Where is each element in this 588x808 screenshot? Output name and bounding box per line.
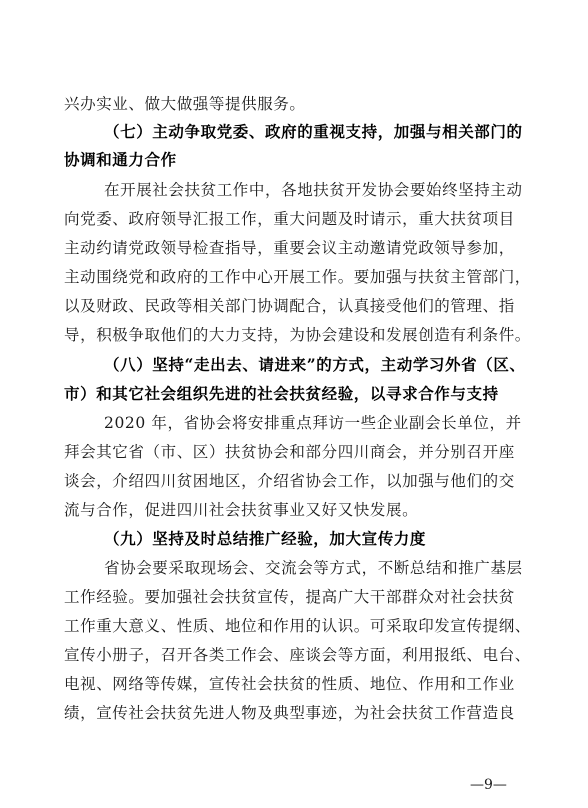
paragraph-line: 在开展社会扶贫工作中，各地扶贫开发协会要始终坚持主动	[104, 181, 523, 199]
section-heading: 市）和其它社会组织先进的社会扶贫经验，以寻求合作与支持	[64, 384, 499, 403]
paragraph-line: 拜会其它省（市、区）扶贫协会和部分四川商会，并分别召开座	[64, 443, 515, 461]
paragraph-line: 流与合作，促进四川社会扶贫事业又好又快发展。	[64, 501, 419, 519]
paragraph-line: 2020 年，省协会将安排重点拜访一些企业副会长单位，并	[104, 414, 522, 432]
paragraph-line: 以及财政、民政等相关部门协调配合，认真接受他们的管理、指	[64, 297, 515, 315]
paragraph-line: 省协会要采取现场会、交流会等方式，不断总结和推广基层	[104, 559, 523, 577]
section-heading: 协调和通力合作	[64, 150, 177, 169]
paragraph-line: 宣传小册子，召开各类工作会、座谈会等方面，利用报纸、电台、	[64, 646, 531, 664]
paragraph-line: 导，积极争取他们的大力支持，为协会建设和发展创造有利条件。	[64, 326, 531, 344]
section-heading: （八）坚持“走出去、请进来”的方式，主动学习外省（区、	[104, 355, 526, 374]
section-heading: （九）坚持及时总结推广经验，加大宣传力度	[104, 529, 427, 548]
paragraph-line: 主动约请党政领导检查指导，重要会议主动邀请党政领导参加，	[64, 239, 515, 257]
paragraph-line: 谈会，介绍四川贫困地区，介绍省协会工作，以加强与他们的交	[64, 472, 515, 490]
page-number: —9—	[470, 777, 507, 793]
section-heading: （七）主动争取党委、政府的重视支持，加强与相关部门的	[104, 122, 523, 141]
paragraph-line: 绩，宣传社会扶贫先进人物及典型事迹，为社会扶贫工作营造良	[64, 704, 515, 722]
paragraph-line: 电视、网络等传媒，宣传社会扶贫的性质、地位、作用和工作业	[64, 675, 515, 693]
paragraph-line: 工作经验。要加强社会扶贫宣传，提高广大干部群众对社会扶贫	[64, 588, 515, 606]
paragraph-line: 主动围绕党和政府的工作中心开展工作。要加强与扶贫主管部门，	[64, 268, 531, 286]
paragraph-line: 工作重大意义、性质、地位和作用的认识。可采取印发宣传提纲、	[64, 617, 531, 635]
paragraph-line: 向党委、政府领导汇报工作，重大问题及时请示，重大扶贫项目	[64, 210, 515, 228]
paragraph-line: 兴办实业、做大做强等提供服务。	[64, 95, 306, 113]
